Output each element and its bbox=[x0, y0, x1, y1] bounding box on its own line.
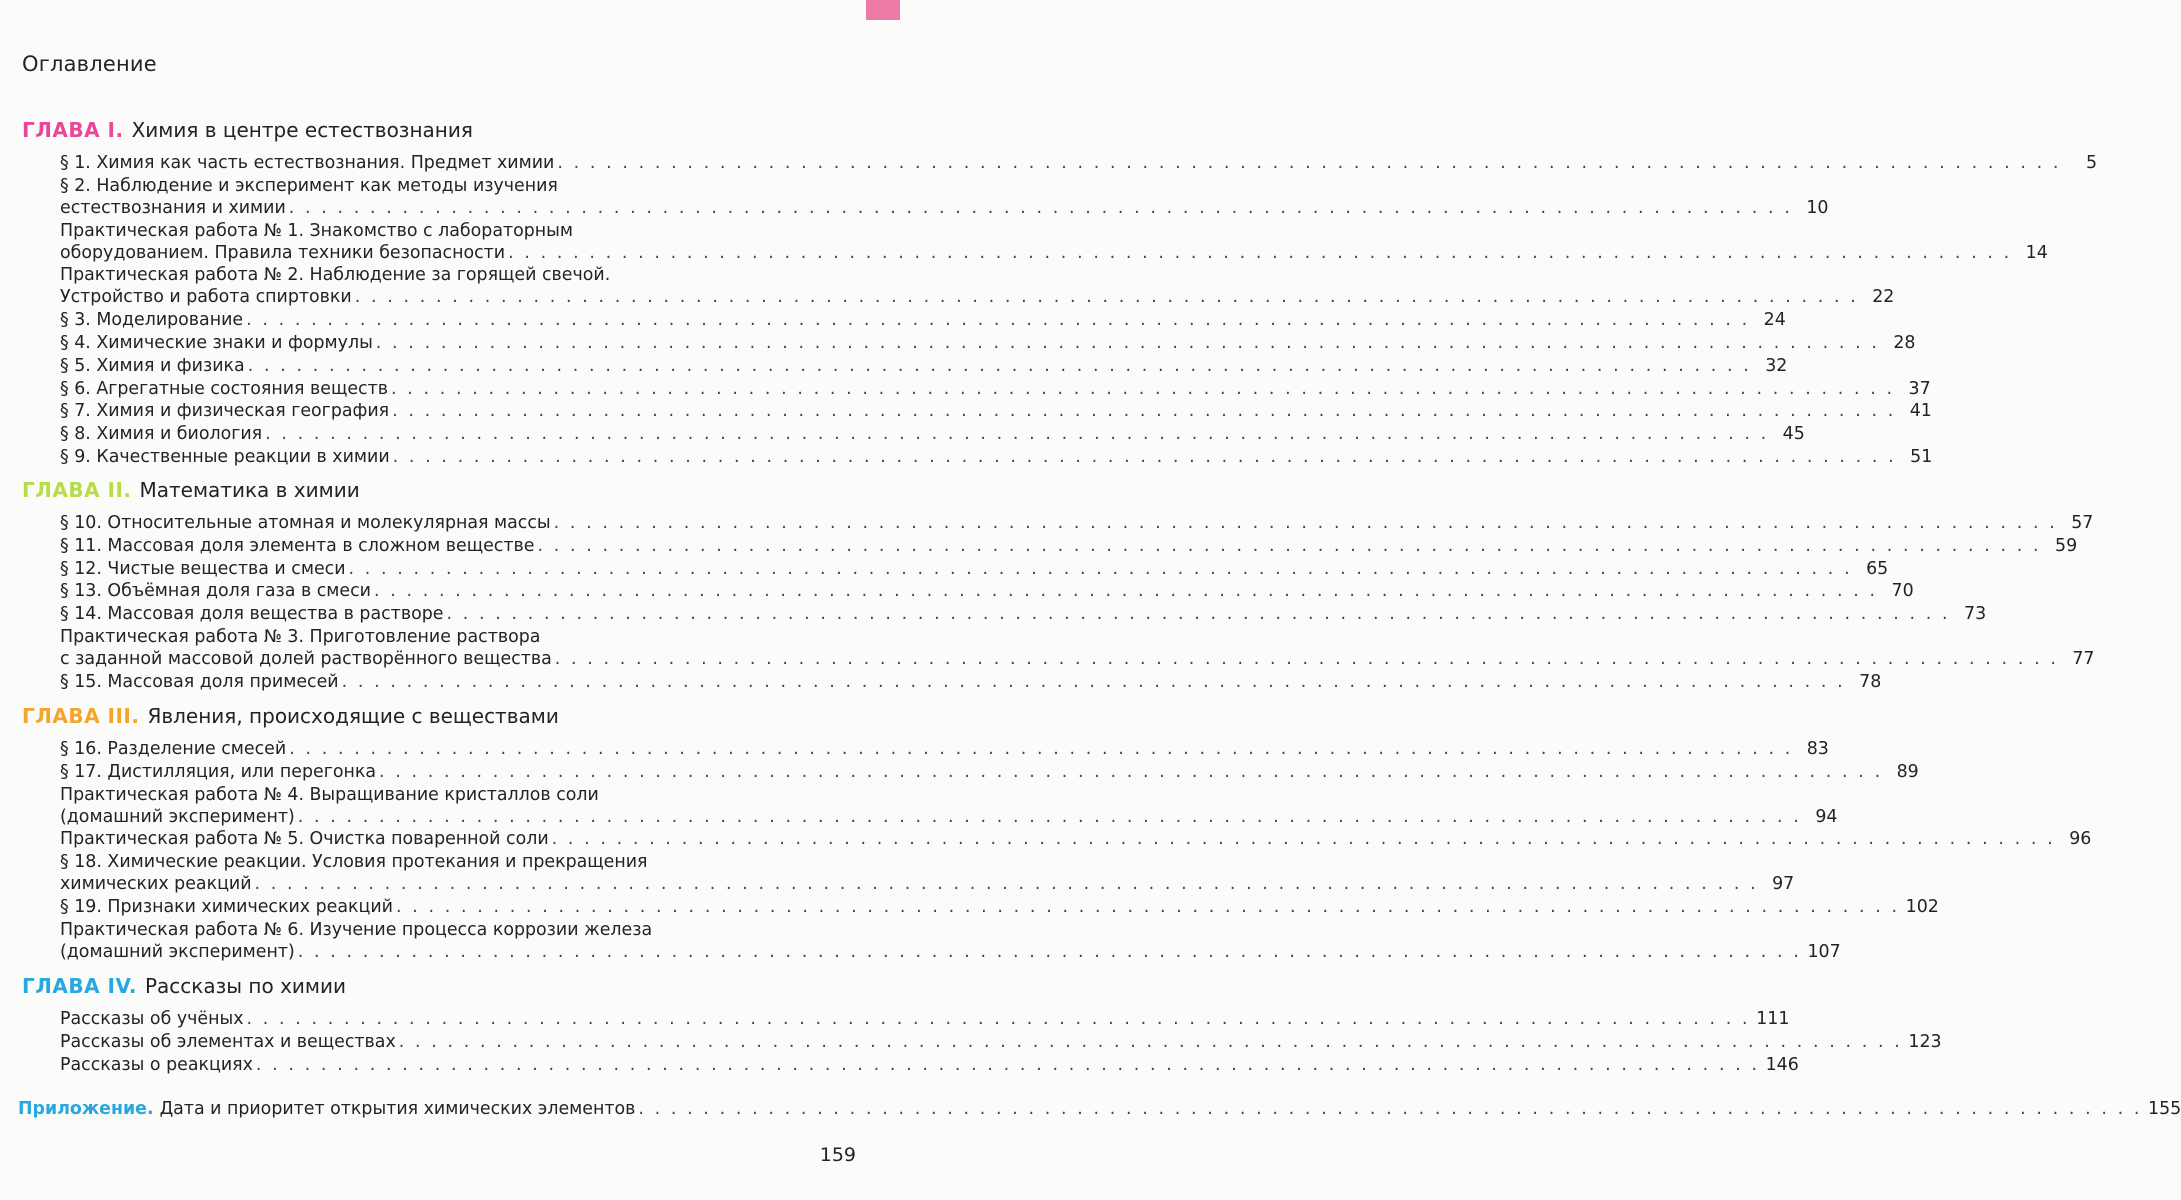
toc-entry[interactable] bbox=[60, 784, 1838, 828]
toc-entry[interactable] bbox=[60, 761, 1919, 783]
chapter-label: ГЛАВА II. bbox=[22, 478, 132, 502]
entry-text: естествознания и химии bbox=[60, 197, 286, 218]
entry-text: Практическая работа № 5. Очистка поваренной соли bbox=[60, 829, 549, 850]
toc-entry[interactable] bbox=[60, 264, 1895, 308]
toc-entry[interactable] bbox=[60, 152, 2098, 174]
entry-text: оборудованием. Правила техники безопасности bbox=[60, 242, 506, 263]
toc-entry[interactable] bbox=[60, 220, 2048, 264]
toc-entry[interactable] bbox=[60, 828, 2092, 850]
entry-text: § 19. Признаки химических реакций bbox=[60, 897, 393, 917]
entry-text: Практическая работа № 4. Выращивание кристаллов соли bbox=[60, 784, 599, 805]
entry-text: § 18. Химические реакции. Условия протекания и прекращения bbox=[60, 852, 648, 873]
entry-page-number: 24 bbox=[1763, 310, 1786, 331]
entry-text: § 14. Массовая доля вещества в растворе bbox=[60, 604, 444, 625]
entry-page-number: 77 bbox=[2072, 649, 2095, 669]
entry-page-number: 65 bbox=[1866, 558, 1889, 579]
toc-entry[interactable] bbox=[60, 603, 1987, 625]
entry-text: § 1. Химия как часть естествознания. Предмет химии bbox=[60, 153, 555, 173]
entry-text: Практическая работа № 2. Наблюдение за горящей свечой. bbox=[60, 265, 611, 286]
entry-text: Рассказы об элементах и веществах bbox=[60, 1031, 396, 1052]
toc-entry[interactable] bbox=[60, 919, 1841, 963]
entry-page-number: 51 bbox=[1910, 447, 1933, 467]
entry-page-number: 123 bbox=[1908, 1031, 1942, 1052]
toc-entry[interactable] bbox=[60, 851, 1795, 895]
appendix-title: Дата и приоритет открытия химических элементов bbox=[159, 1099, 636, 1119]
entry-page-number: 89 bbox=[1896, 761, 1919, 782]
dot-leader: . . . . . . . . . . . . . . . . . . . . . . . . . . . . . . . . . . . . . . . . . . . . . . . . . . . . . . . . . . . . . . . . . . . . . . . . . . . . . . . . . . . . . . . . . . . . . bbox=[392, 401, 1896, 422]
entry-page-number: 28 bbox=[1893, 333, 1916, 353]
entry-text: § 17. Дистилляция, или перегонка bbox=[60, 761, 377, 782]
toc-entry[interactable] bbox=[60, 671, 1882, 693]
entry-text: Практическая работа № 1. Знакомство с лабораторным bbox=[60, 220, 574, 241]
dot-leader: . . . . . . . . . . . . . . . . . . . . . . . . . . . . . . . . . . . . . . . . . . . . . . . . . . . . . . . . . . . . . . . . . . . . . . . . . . . . . . . . . . . . . . . . . . . . . bbox=[551, 829, 2056, 850]
chapter-heading bbox=[22, 704, 559, 728]
entry-page-number: 10 bbox=[1806, 197, 1829, 218]
entry-text: § 6. Агрегатные состояния веществ bbox=[60, 378, 388, 399]
dot-leader: . . . . . . . . . . . . . . . . . . . . . . . . . . . . . . . . . . . . . . . . . . . . . . . . . . . . . . . . . . . . . . . . . . . . . . . . . . . . . . . . . . . . . . . . . . . . . bbox=[391, 378, 1895, 399]
entry-page-number: 146 bbox=[1765, 1054, 1799, 1075]
entry-text: § 9. Качественные реакции в химии bbox=[60, 447, 390, 467]
dot-leader: . . . . . . . . . . . . . . . . . . . . . . . . . . . . . . . . . . . . . . . . . . . . . . . . . . . . . . . . . . . . . . . . . . . . . . . . . . . . . . . . . . . . . . . . . . . . . bbox=[398, 1031, 1903, 1052]
entry-text: Рассказы об учёных bbox=[60, 1009, 244, 1029]
toc-entry[interactable] bbox=[60, 1031, 1942, 1053]
dot-leader: . . . . . . . . . . . . . . . . . . . . . . . . . . . . . . . . . . . . . . . . . . . . . . . . . . . . . . . . . . . . . . . . . . . . . . . . . . . . . . . . . . . . . . . . . . . . . bbox=[373, 581, 1878, 602]
entry-page-number: 22 bbox=[1872, 287, 1895, 308]
entry-text: § 7. Химия и физическая география bbox=[60, 401, 390, 422]
dot-leader: . . . . . . . . . . . . . . . . . . . . . . . . . . . . . . . . . . . . . . . . . . . . . . . . . . . . . . . . . . . . . . . . . . . . . . . . . . . . . . . . . . . . . . . . . . . . . bbox=[297, 806, 1802, 827]
chapter-title: Явления, происходящие с веществами bbox=[147, 704, 559, 728]
toc-entry[interactable] bbox=[60, 423, 1805, 445]
dot-leader: . . . . . . . . . . . . . . . . . . . . . . . . . . . . . . . . . . . . . . . . . . . . . . . . . . . . . . . . . . . . . . . . . . . . . . . . . . . . . . . . . . . . . . . . . . . . . bbox=[375, 333, 1880, 353]
entry-text: § 12. Чистые вещества и смеси bbox=[60, 558, 346, 579]
toc-entry[interactable] bbox=[60, 512, 2094, 534]
dot-leader: . . . . . . . . . . . . . . . . . . . . . . . . . . . . . . . . . . . . . . . . . . . . . . . . . . . . . . . . . . . . . . . . . . . . . . . . . . . . . . . . . . . . . . . . . . . . . bbox=[554, 649, 2059, 669]
entry-page-number: 97 bbox=[1772, 874, 1795, 895]
entry-page-number: 70 bbox=[1891, 581, 1914, 602]
entry-text: Практическая работа № 6. Изучение процесса коррозии железа bbox=[60, 919, 653, 940]
dot-leader: . . . . . . . . . . . . . . . . . . . . . . . . . . . . . . . . . . . . . . . . . . . . . . . . . . . . . . . . . . . . . . . . . . . . . . . . . . . . . . . . . . . . . . . . . . . . . bbox=[557, 153, 2062, 173]
dot-leader: . . . . . . . . . . . . . . . . . . . . . . . . . . . . . . . . . . . . . . . . . . . . . . . . . . . . . . . . . . . . . . . . . . . . . . . . . . . . . . . . . . . . . . . . . . . . . bbox=[392, 447, 1897, 467]
entry-page-number: 78 bbox=[1859, 671, 1882, 692]
toc-entry[interactable] bbox=[60, 738, 1829, 760]
chapter-heading bbox=[22, 974, 346, 998]
toc-entry[interactable] bbox=[60, 580, 1914, 602]
dot-leader: . . . . . . . . . . . . . . . . . . . . . . . . . . . . . . . . . . . . . . . . . . . . . . . . . . . . . . . . . . . . . . . . . . . . . . . . . . . . . . . . . . . . . . . . . . . . . bbox=[341, 671, 1846, 692]
dot-leader: . . . . . . . . . . . . . . . . . . . . . . . . . . . . . . . . . . . . . . . . . . . . . . . . . . . . . . . . . . . . . . . . . . . . . . . . . . . . . . . . . . . . . . . . . . . . . bbox=[265, 424, 1769, 445]
dot-leader: . . . . . . . . . . . . . . . . . . . . . . . . . . . . . . . . . . . . . . . . . . . . . . . . . . . . . . . . . . . . . . . . . . . . . . . . . . . . . . . . . . . . . . . . . . . . . bbox=[395, 897, 1900, 917]
entry-text: Устройство и работа спиртовки bbox=[60, 287, 352, 308]
entry-text: Рассказы о реакциях bbox=[60, 1054, 253, 1075]
appendix-label: Приложение. bbox=[18, 1099, 154, 1119]
entry-page-number: 5 bbox=[2085, 153, 2098, 173]
chapter-title: Математика в химии bbox=[139, 478, 360, 502]
dot-leader: . . . . . . . . . . . . . . . . . . . . . . . . . . . . . . . . . . . . . . . . . . . . . . . . . . . . . . . . . . . . . . . . . . . . . . . . . . . . . . . . . . . . . . . . . . . . . bbox=[255, 1054, 1760, 1075]
entry-text: § 8. Химия и биология bbox=[60, 424, 263, 445]
dot-leader: . . . . . . . . . . . . . . . . . . . . . . . . . . . . . . . . . . . . . . . . . . . . . . . . . . . . . . . . . . . . . . . . . . . . . . . . . . . . . . . . . . . . . . . . . . . . . bbox=[354, 287, 1859, 308]
chapter-label: ГЛАВА IV. bbox=[22, 974, 137, 998]
entry-text: § 13. Объёмная доля газа в смеси bbox=[60, 581, 371, 602]
dot-leader: . . . . . . . . . . . . . . . . . . . . . . . . . . . . . . . . . . . . . . . . . . . . . . . . . . . . . . . . . . . . . . . . . . . . . . . . . . . . . . . . . . . . . . . . . . . . . bbox=[446, 604, 1951, 625]
toc-entry[interactable] bbox=[60, 1008, 1790, 1030]
chapter-label: ГЛАВА I. bbox=[22, 118, 124, 142]
entry-page-number: 32 bbox=[1765, 355, 1788, 376]
entry-text: § 16. Разделение смесей bbox=[60, 739, 287, 759]
dot-leader: . . . . . . . . . . . . . . . . . . . . . . . . . . . . . . . . . . . . . . . . . . . . . . . . . . . . . . . . . . . . . . . . . . . . . . . . . . . . . . . . . . . . . . . . . . . . . bbox=[638, 1099, 2143, 1119]
entry-text: Практическая работа № 3. Приготовление раствора bbox=[60, 627, 541, 647]
chapter-heading bbox=[22, 118, 473, 142]
dot-leader: . . . . . . . . . . . . . . . . . . . . . . . . . . . . . . . . . . . . . . . . . . . . . . . . . . . . . . . . . . . . . . . . . . . . . . . . . . . . . . . . . . . . . . . . . . . . . bbox=[297, 941, 1802, 962]
entry-page-number: 37 bbox=[1908, 378, 1931, 399]
page-corner-tab bbox=[866, 0, 900, 20]
entry-text: химических реакций bbox=[60, 874, 252, 895]
appendix-page-number: 155 bbox=[2148, 1099, 2181, 1119]
entry-page-number: 102 bbox=[1905, 897, 1939, 917]
toc-entry[interactable] bbox=[60, 400, 1932, 422]
entry-text: § 3. Моделирование bbox=[60, 310, 244, 331]
dot-leader: . . . . . . . . . . . . . . . . . . . . . . . . . . . . . . . . . . . . . . . . . . . . . . . . . . . . . . . . . . . . . . . . . . . . . . . . . . . . . . . . . . . . . . . . . . . . . bbox=[254, 874, 1759, 895]
entry-text: § 2. Наблюдение и эксперимент как методы изучения bbox=[60, 175, 558, 196]
toc-title: Оглавление bbox=[22, 52, 157, 76]
entry-text: (домашний эксперимент) bbox=[60, 806, 295, 827]
toc-entry[interactable] bbox=[60, 558, 1889, 580]
dot-leader: . . . . . . . . . . . . . . . . . . . . . . . . . . . . . . . . . . . . . . . . . . . . . . . . . . . . . . . . . . . . . . . . . . . . . . . . . . . . . . . . . . . . . . . . . . . . . bbox=[508, 242, 2012, 263]
entry-page-number: 73 bbox=[1964, 604, 1987, 625]
dot-leader: . . . . . . . . . . . . . . . . . . . . . . . . . . . . . . . . . . . . . . . . . . . . . . . . . . . . . . . . . . . . . . . . . . . . . . . . . . . . . . . . . . . . . . . . . . . . . bbox=[553, 513, 2058, 533]
dot-leader: . . . . . . . . . . . . . . . . . . . . . . . . . . . . . . . . . . . . . . . . . . . . . . . . . . . . . . . . . . . . . . . . . . . . . . . . . . . . . . . . . . . . . . . . . . . . . bbox=[247, 355, 1752, 376]
entry-text: § 15. Массовая доля примесей bbox=[60, 671, 339, 692]
toc-entry[interactable] bbox=[60, 309, 1786, 331]
dot-leader: . . . . . . . . . . . . . . . . . . . . . . . . . . . . . . . . . . . . . . . . . . . . . . . . . . . . . . . . . . . . . . . . . . . . . . . . . . . . . . . . . . . . . . . . . . . . . bbox=[379, 761, 1883, 782]
dot-leader: . . . . . . . . . . . . . . . . . . . . . . . . . . . . . . . . . . . . . . . . . . . . . . . . . . . . . . . . . . . . . . . . . . . . . . . . . . . . . . . . . . . . . . . . . . . . . bbox=[246, 1009, 1751, 1029]
chapter-title: Химия в центре естествознания bbox=[131, 118, 473, 142]
toc-entry[interactable] bbox=[60, 1054, 1799, 1076]
entry-text: § 4. Химические знаки и формулы bbox=[60, 333, 373, 353]
entry-page-number: 14 bbox=[2025, 242, 2048, 263]
entry-page-number: 57 bbox=[2071, 513, 2094, 533]
chapter-label: ГЛАВА III. bbox=[22, 704, 140, 728]
dot-leader: . . . . . . . . . . . . . . . . . . . . . . . . . . . . . . . . . . . . . . . . . . . . . . . . . . . . . . . . . . . . . . . . . . . . . . . . . . . . . . . . . . . . . . . . . . . . . bbox=[288, 197, 1793, 218]
entry-page-number: 107 bbox=[1807, 941, 1841, 962]
dot-leader: . . . . . . . . . . . . . . . . . . . . . . . . . . . . . . . . . . . . . . . . . . . . . . . . . . . . . . . . . . . . . . . . . . . . . . . . . . . . . . . . . . . . . . . . . . . . . bbox=[289, 739, 1793, 759]
toc-entry[interactable] bbox=[60, 332, 1916, 354]
toc-entry[interactable] bbox=[60, 175, 1829, 219]
entry-text: § 10. Относительные атомная и молекулярная массы bbox=[60, 513, 551, 533]
toc-entry[interactable] bbox=[60, 535, 2078, 557]
entry-text: § 5. Химия и физика bbox=[60, 355, 245, 376]
dot-leader: . . . . . . . . . . . . . . . . . . . . . . . . . . . . . . . . . . . . . . . . . . . . . . . . . . . . . . . . . . . . . . . . . . . . . . . . . . . . . . . . . . . . . . . . . . . . . bbox=[246, 310, 1750, 331]
entry-page-number: 83 bbox=[1806, 739, 1829, 759]
entry-page-number: 45 bbox=[1782, 424, 1805, 445]
entry-page-number: 59 bbox=[2055, 535, 2078, 556]
toc-entry[interactable] bbox=[60, 355, 1788, 377]
appendix-entry[interactable] bbox=[18, 1098, 2181, 1120]
page-number: 159 bbox=[819, 1144, 856, 1166]
entry-page-number: 111 bbox=[1756, 1009, 1790, 1029]
toc-entry[interactable] bbox=[60, 896, 1939, 918]
entry-page-number: 41 bbox=[1909, 401, 1932, 422]
entry-page-number: 94 bbox=[1815, 806, 1838, 827]
chapter-heading bbox=[22, 478, 360, 502]
toc-entry[interactable] bbox=[60, 446, 1933, 468]
chapter-title: Рассказы по химии bbox=[144, 974, 346, 998]
entry-text: § 11. Массовая доля элемента в сложном веществе bbox=[60, 535, 535, 556]
dot-leader: . . . . . . . . . . . . . . . . . . . . . . . . . . . . . . . . . . . . . . . . . . . . . . . . . . . . . . . . . . . . . . . . . . . . . . . . . . . . . . . . . . . . . . . . . . . . . bbox=[348, 558, 1853, 579]
entry-text: (домашний эксперимент) bbox=[60, 941, 295, 962]
dot-leader: . . . . . . . . . . . . . . . . . . . . . . . . . . . . . . . . . . . . . . . . . . . . . . . . . . . . . . . . . . . . . . . . . . . . . . . . . . . . . . . . . . . . . . . . . . . . . bbox=[537, 535, 2042, 556]
entry-text: с заданной массовой долей растворённого вещества bbox=[60, 649, 552, 669]
entry-page-number: 96 bbox=[2069, 829, 2092, 850]
toc-entry[interactable] bbox=[60, 626, 2095, 670]
toc-entry[interactable] bbox=[60, 378, 1931, 400]
